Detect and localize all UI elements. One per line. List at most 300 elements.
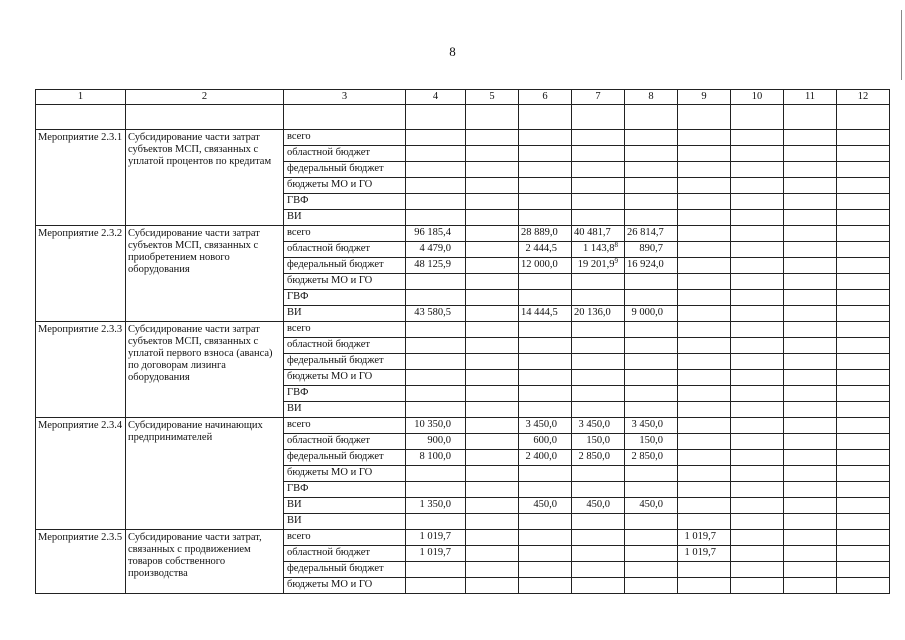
value-cell bbox=[678, 322, 731, 338]
value-cell bbox=[572, 210, 625, 226]
value-cell bbox=[466, 578, 519, 594]
value-cell bbox=[784, 514, 837, 530]
value-cell bbox=[519, 514, 572, 530]
value-cell bbox=[837, 466, 890, 482]
value-cell: 2 850,0 bbox=[625, 450, 678, 466]
funding-source-cell: ГВФ bbox=[284, 386, 406, 402]
value-cell bbox=[572, 386, 625, 402]
value-cell bbox=[837, 482, 890, 498]
value-cell: 1 019,7 bbox=[406, 546, 466, 562]
value-cell bbox=[678, 242, 731, 258]
value-cell bbox=[572, 370, 625, 386]
column-header: 10 bbox=[731, 90, 784, 105]
value-cell: 20 136,0 bbox=[572, 306, 625, 322]
funding-source-cell: ВИ bbox=[284, 498, 406, 514]
value-cell bbox=[731, 306, 784, 322]
footnote-mark: 8 bbox=[614, 241, 618, 249]
value-cell bbox=[572, 290, 625, 306]
value-cell bbox=[466, 306, 519, 322]
value-cell bbox=[731, 466, 784, 482]
value-cell bbox=[678, 466, 731, 482]
value-cell bbox=[678, 130, 731, 146]
activity-name-cell: Субсидирование части затрат субъектов МСП, связанных с уплатой процентов по кредитам bbox=[126, 130, 284, 226]
value-cell bbox=[784, 578, 837, 594]
value-cell bbox=[466, 242, 519, 258]
value-cell bbox=[572, 562, 625, 578]
value-cell bbox=[731, 482, 784, 498]
table-row bbox=[36, 418, 890, 434]
value-cell bbox=[837, 226, 890, 242]
value-cell bbox=[837, 450, 890, 466]
value-cell bbox=[784, 530, 837, 546]
value-cell bbox=[784, 338, 837, 354]
value-cell bbox=[837, 402, 890, 418]
value-cell bbox=[406, 370, 466, 386]
value-cell: 150,0 bbox=[572, 434, 625, 450]
value-cell bbox=[784, 370, 837, 386]
table-row bbox=[36, 226, 890, 242]
value-cell bbox=[784, 194, 837, 210]
value-cell bbox=[731, 210, 784, 226]
value-cell: 890,7 bbox=[625, 242, 678, 258]
value-cell bbox=[784, 322, 837, 338]
value-cell: 450,0 bbox=[572, 498, 625, 514]
budget-table bbox=[35, 89, 890, 594]
value-cell bbox=[466, 226, 519, 242]
value-cell bbox=[837, 434, 890, 450]
value-cell bbox=[678, 146, 731, 162]
value-cell bbox=[837, 290, 890, 306]
value-cell bbox=[519, 290, 572, 306]
value-cell: 96 185,4 bbox=[406, 226, 466, 242]
value-cell bbox=[678, 498, 731, 514]
value-cell bbox=[784, 290, 837, 306]
value-cell bbox=[731, 178, 784, 194]
value-cell bbox=[406, 162, 466, 178]
blank-cell bbox=[731, 105, 784, 130]
value-cell bbox=[519, 466, 572, 482]
value-cell bbox=[519, 402, 572, 418]
value-cell bbox=[466, 546, 519, 562]
value-cell bbox=[625, 146, 678, 162]
value-cell: 150,0 bbox=[625, 434, 678, 450]
value-cell bbox=[731, 338, 784, 354]
column-header: 8 bbox=[625, 90, 678, 105]
funding-source-cell: бюджеты МО и ГО bbox=[284, 370, 406, 386]
activity-cell: Мероприятие 2.3.3 bbox=[36, 322, 126, 418]
value-cell bbox=[466, 146, 519, 162]
value-cell bbox=[731, 386, 784, 402]
funding-source-cell: всего bbox=[284, 530, 406, 546]
value-cell bbox=[519, 130, 572, 146]
value-cell bbox=[784, 274, 837, 290]
value-cell bbox=[466, 290, 519, 306]
value-cell bbox=[678, 514, 731, 530]
funding-source-cell: федеральный бюджет bbox=[284, 258, 406, 274]
blank-cell bbox=[36, 105, 126, 130]
value-cell bbox=[466, 258, 519, 274]
value-cell: 1 350,0 bbox=[406, 498, 466, 514]
blank-cell bbox=[519, 105, 572, 130]
value-cell bbox=[466, 370, 519, 386]
value-cell bbox=[406, 514, 466, 530]
value-cell bbox=[519, 370, 572, 386]
value-cell bbox=[572, 482, 625, 498]
value-cell bbox=[406, 402, 466, 418]
value-cell bbox=[572, 402, 625, 418]
value-cell bbox=[625, 370, 678, 386]
value-cell bbox=[625, 274, 678, 290]
value-cell bbox=[784, 306, 837, 322]
value-cell bbox=[406, 178, 466, 194]
value-cell bbox=[837, 322, 890, 338]
value-cell bbox=[837, 562, 890, 578]
column-header: 4 bbox=[406, 90, 466, 105]
value-cell bbox=[837, 338, 890, 354]
value-cell bbox=[625, 546, 678, 562]
value-cell bbox=[406, 482, 466, 498]
value-cell: 900,0 bbox=[406, 434, 466, 450]
value-cell bbox=[678, 258, 731, 274]
value-cell bbox=[466, 210, 519, 226]
value-cell bbox=[519, 146, 572, 162]
value-cell bbox=[678, 306, 731, 322]
value-cell bbox=[731, 146, 784, 162]
value-cell bbox=[731, 370, 784, 386]
value-cell bbox=[837, 130, 890, 146]
blank-cell bbox=[678, 105, 731, 130]
value-cell bbox=[466, 162, 519, 178]
value-cell bbox=[784, 258, 837, 274]
value-cell bbox=[466, 338, 519, 354]
value-cell bbox=[625, 290, 678, 306]
value-cell bbox=[837, 242, 890, 258]
value-cell: 16 924,0 bbox=[625, 258, 678, 274]
value-cell bbox=[625, 466, 678, 482]
value-cell bbox=[731, 194, 784, 210]
funding-source-cell: федеральный бюджет bbox=[284, 562, 406, 578]
value-cell bbox=[731, 546, 784, 562]
value-cell bbox=[625, 210, 678, 226]
value-cell: 450,0 bbox=[625, 498, 678, 514]
funding-source-cell: федеральный бюджет bbox=[284, 162, 406, 178]
funding-source-cell: областной бюджет bbox=[284, 434, 406, 450]
blank-cell bbox=[784, 105, 837, 130]
value-cell bbox=[519, 194, 572, 210]
column-header: 11 bbox=[784, 90, 837, 105]
value-cell bbox=[784, 226, 837, 242]
value-cell bbox=[784, 178, 837, 194]
value-cell bbox=[572, 162, 625, 178]
value-cell bbox=[837, 546, 890, 562]
value-cell bbox=[731, 354, 784, 370]
value-cell bbox=[625, 514, 678, 530]
value-cell bbox=[572, 338, 625, 354]
value-cell bbox=[519, 338, 572, 354]
value-cell bbox=[572, 274, 625, 290]
value-cell bbox=[731, 130, 784, 146]
value-cell bbox=[625, 322, 678, 338]
value-cell bbox=[837, 370, 890, 386]
value-cell bbox=[625, 482, 678, 498]
value-cell: 19 201,9$^9$ bbox=[572, 258, 625, 274]
value-cell bbox=[837, 194, 890, 210]
activity-cell: Мероприятие 2.3.4 bbox=[36, 418, 126, 530]
value-cell bbox=[678, 578, 731, 594]
value-cell bbox=[466, 418, 519, 434]
value-cell bbox=[625, 194, 678, 210]
value-cell bbox=[784, 402, 837, 418]
value-cell bbox=[519, 482, 572, 498]
value-cell: 12 000,0 bbox=[519, 258, 572, 274]
funding-source-cell: ГВФ bbox=[284, 194, 406, 210]
value-cell bbox=[731, 418, 784, 434]
funding-source-cell: бюджеты МО и ГО bbox=[284, 178, 406, 194]
value-cell bbox=[678, 418, 731, 434]
value-cell bbox=[837, 210, 890, 226]
blank-cell bbox=[126, 105, 284, 130]
value-cell bbox=[837, 274, 890, 290]
funding-source-cell: всего bbox=[284, 418, 406, 434]
blank-cell bbox=[284, 105, 406, 130]
value-cell bbox=[519, 274, 572, 290]
value-cell bbox=[406, 466, 466, 482]
funding-source-cell: бюджеты МО и ГО bbox=[284, 466, 406, 482]
value-cell bbox=[784, 546, 837, 562]
value-cell bbox=[572, 354, 625, 370]
value-cell bbox=[466, 130, 519, 146]
column-header: 12 bbox=[837, 90, 890, 105]
value-cell bbox=[519, 546, 572, 562]
value-cell bbox=[731, 402, 784, 418]
value-cell bbox=[625, 338, 678, 354]
value-cell: 40 481,7 bbox=[572, 226, 625, 242]
value-cell bbox=[678, 162, 731, 178]
funding-source-cell: бюджеты МО и ГО bbox=[284, 274, 406, 290]
value-cell: 1 143,8$^8$ bbox=[572, 242, 625, 258]
blank-cell bbox=[572, 105, 625, 130]
value-cell bbox=[572, 546, 625, 562]
value-cell: 2 400,0 bbox=[519, 450, 572, 466]
value-cell bbox=[625, 578, 678, 594]
value-cell bbox=[466, 498, 519, 514]
funding-source-cell: ВИ bbox=[284, 402, 406, 418]
blank-cell bbox=[466, 105, 519, 130]
funding-source-cell: ВИ bbox=[284, 514, 406, 530]
activity-name-cell: Субсидирование части затрат, связанных с продвижением товаров собственного производства bbox=[126, 530, 284, 594]
value-cell bbox=[625, 162, 678, 178]
value-cell bbox=[406, 274, 466, 290]
value-cell bbox=[784, 482, 837, 498]
value-cell bbox=[731, 450, 784, 466]
value-cell bbox=[784, 498, 837, 514]
value-cell bbox=[678, 562, 731, 578]
funding-source-cell: областной бюджет bbox=[284, 146, 406, 162]
value-cell bbox=[784, 386, 837, 402]
funding-source-cell: федеральный бюджет bbox=[284, 450, 406, 466]
value-cell bbox=[837, 354, 890, 370]
value-cell bbox=[519, 562, 572, 578]
value-cell bbox=[625, 386, 678, 402]
value-cell bbox=[731, 322, 784, 338]
value-cell bbox=[731, 530, 784, 546]
funding-source-cell: федеральный бюджет bbox=[284, 354, 406, 370]
blank-row bbox=[36, 105, 890, 130]
activity-cell: Мероприятие 2.3.5 bbox=[36, 530, 126, 594]
column-header: 7 bbox=[572, 90, 625, 105]
value-cell bbox=[678, 290, 731, 306]
value-cell bbox=[784, 130, 837, 146]
activity-cell: Мероприятие 2.3.2 bbox=[36, 226, 126, 322]
column-header: 9 bbox=[678, 90, 731, 105]
value-cell bbox=[625, 354, 678, 370]
funding-source-cell: всего bbox=[284, 322, 406, 338]
value-cell: 28 889,0 bbox=[519, 226, 572, 242]
value-cell bbox=[784, 466, 837, 482]
value-cell: 2 444,5 bbox=[519, 242, 572, 258]
funding-source-cell: областной бюджет bbox=[284, 242, 406, 258]
value-cell bbox=[519, 530, 572, 546]
value-cell bbox=[784, 562, 837, 578]
table-row bbox=[36, 130, 890, 146]
value-cell bbox=[837, 514, 890, 530]
value-cell bbox=[678, 402, 731, 418]
funding-source-cell: бюджеты МО и ГО bbox=[284, 578, 406, 594]
value-cell: 14 444,5 bbox=[519, 306, 572, 322]
value-cell bbox=[466, 514, 519, 530]
value-cell bbox=[406, 210, 466, 226]
value-cell: 1 019,7 bbox=[678, 546, 731, 562]
value-cell bbox=[678, 482, 731, 498]
value-cell bbox=[466, 450, 519, 466]
value-cell bbox=[466, 466, 519, 482]
page-number: 8 bbox=[449, 44, 456, 59]
value-cell bbox=[784, 210, 837, 226]
value-cell bbox=[678, 210, 731, 226]
value-cell bbox=[731, 290, 784, 306]
value-cell bbox=[784, 418, 837, 434]
value-cell: 3 450,0 bbox=[625, 418, 678, 434]
value-cell bbox=[572, 530, 625, 546]
value-cell: 600,0 bbox=[519, 434, 572, 450]
value-cell bbox=[572, 178, 625, 194]
value-cell bbox=[731, 578, 784, 594]
value-cell bbox=[572, 466, 625, 482]
value-cell bbox=[572, 194, 625, 210]
value-cell bbox=[784, 242, 837, 258]
value-cell bbox=[678, 370, 731, 386]
value-cell bbox=[731, 498, 784, 514]
value-cell bbox=[406, 338, 466, 354]
value-cell bbox=[731, 258, 784, 274]
value-cell bbox=[466, 354, 519, 370]
value-cell bbox=[406, 386, 466, 402]
value-cell bbox=[406, 322, 466, 338]
value-cell bbox=[406, 146, 466, 162]
value-cell bbox=[731, 162, 784, 178]
value-cell bbox=[406, 290, 466, 306]
activity-name-cell: Субсидирование части затрат субъектов МСП, связанных с уплатой первого взноса (аванса) по договорам лизинга оборудования bbox=[126, 322, 284, 418]
value-cell bbox=[406, 562, 466, 578]
value-cell bbox=[519, 162, 572, 178]
column-header: 3 bbox=[284, 90, 406, 105]
value-cell bbox=[678, 354, 731, 370]
header-row bbox=[36, 90, 890, 105]
value-cell: 26 814,7 bbox=[625, 226, 678, 242]
value-cell bbox=[406, 194, 466, 210]
value-cell bbox=[784, 162, 837, 178]
value-cell bbox=[466, 274, 519, 290]
value-cell bbox=[406, 130, 466, 146]
value-cell: 43 580,5 bbox=[406, 306, 466, 322]
value-cell bbox=[519, 322, 572, 338]
value-cell bbox=[466, 386, 519, 402]
blank-cell bbox=[406, 105, 466, 130]
activity-name-cell: Субсидирование части затрат субъектов МСП, связанных с приобретением нового оборудования bbox=[126, 226, 284, 322]
value-cell: 450,0 bbox=[519, 498, 572, 514]
value-cell bbox=[678, 226, 731, 242]
value-cell bbox=[837, 418, 890, 434]
value-cell: 4 479,0 bbox=[406, 242, 466, 258]
value-cell: 8 100,0 bbox=[406, 450, 466, 466]
blank-cell bbox=[625, 105, 678, 130]
value-cell bbox=[466, 402, 519, 418]
footnote-mark: 9 bbox=[614, 257, 618, 265]
value-cell bbox=[731, 562, 784, 578]
funding-source-cell: всего bbox=[284, 226, 406, 242]
funding-source-cell: ГВФ bbox=[284, 290, 406, 306]
value-cell bbox=[466, 434, 519, 450]
value-cell: 3 450,0 bbox=[519, 418, 572, 434]
value-cell bbox=[731, 274, 784, 290]
value-cell bbox=[466, 530, 519, 546]
value-cell bbox=[731, 226, 784, 242]
activity-cell: Мероприятие 2.3.1 bbox=[36, 130, 126, 226]
value-cell bbox=[678, 434, 731, 450]
value-cell bbox=[625, 530, 678, 546]
value-cell bbox=[519, 210, 572, 226]
column-header: 6 bbox=[519, 90, 572, 105]
value-cell bbox=[837, 306, 890, 322]
funding-source-cell: всего bbox=[284, 130, 406, 146]
value-cell bbox=[519, 354, 572, 370]
value-cell bbox=[406, 578, 466, 594]
value-cell bbox=[406, 354, 466, 370]
value-cell bbox=[837, 578, 890, 594]
column-header: 1 bbox=[36, 90, 126, 105]
value-cell bbox=[837, 386, 890, 402]
value-cell bbox=[572, 578, 625, 594]
value-cell: 48 125,9 bbox=[406, 258, 466, 274]
value-cell bbox=[519, 386, 572, 402]
value-cell bbox=[466, 562, 519, 578]
value-cell bbox=[519, 178, 572, 194]
value-cell bbox=[678, 194, 731, 210]
value-cell bbox=[837, 146, 890, 162]
value-cell bbox=[837, 162, 890, 178]
value-cell bbox=[837, 258, 890, 274]
value-cell bbox=[519, 578, 572, 594]
value-cell: 1 019,7 bbox=[678, 530, 731, 546]
value-cell bbox=[625, 402, 678, 418]
funding-source-cell: ГВФ bbox=[284, 482, 406, 498]
value-cell bbox=[572, 322, 625, 338]
value-cell bbox=[731, 514, 784, 530]
value-cell bbox=[572, 146, 625, 162]
value-cell bbox=[784, 146, 837, 162]
funding-source-cell: ВИ bbox=[284, 210, 406, 226]
value-cell bbox=[466, 322, 519, 338]
